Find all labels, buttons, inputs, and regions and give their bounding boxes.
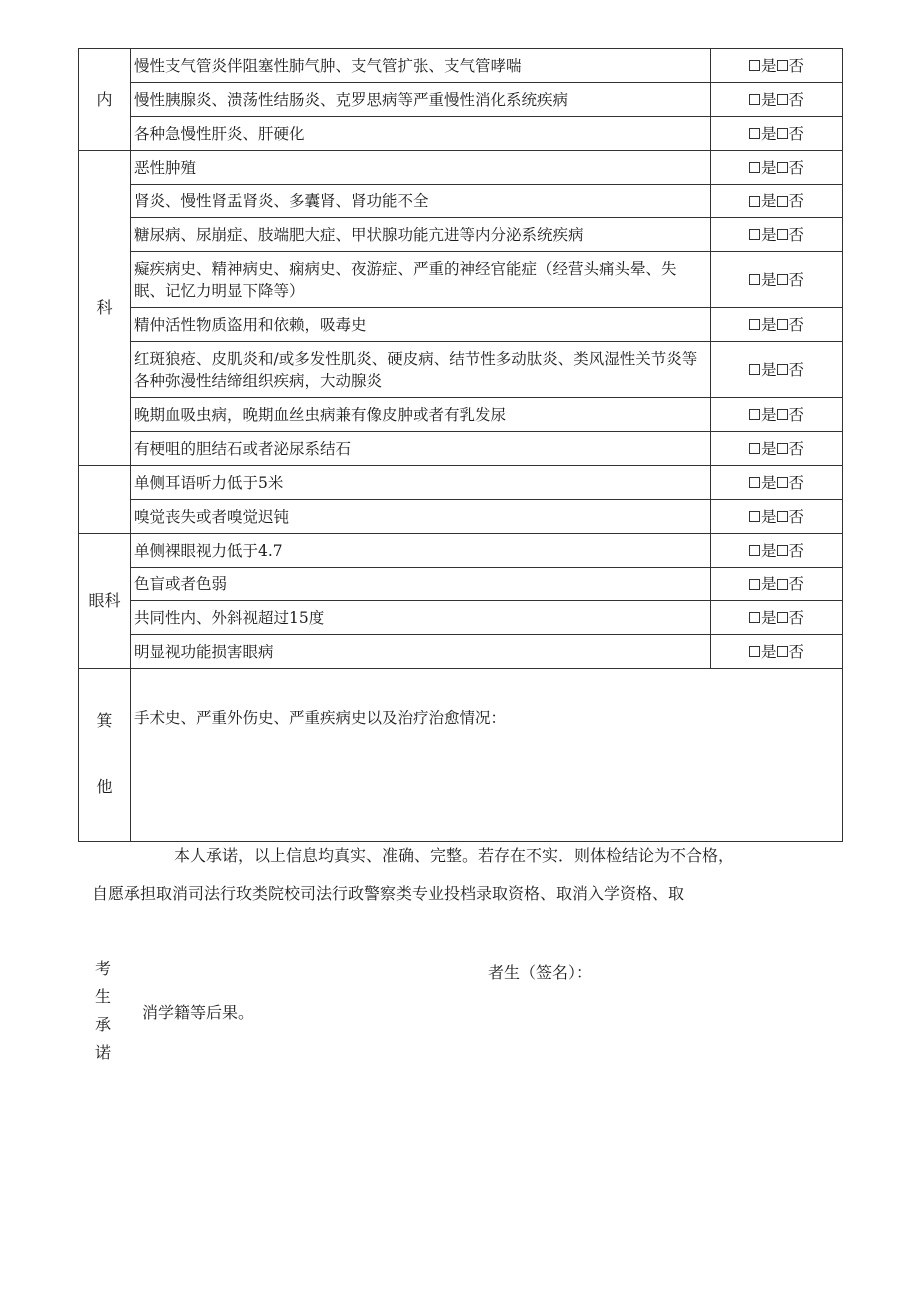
health-declaration-table bbox=[78, 48, 843, 842]
condition-label: 精仲活性物质盗用和依赖，吸毒史 bbox=[131, 308, 711, 342]
yes-no-option[interactable]: 是 否 bbox=[711, 534, 843, 568]
condition-label: 晚期血吸虫病，晚期血丝虫病兼有像皮肿或者有乳发尿 bbox=[131, 398, 711, 432]
no-checkbox[interactable] bbox=[777, 196, 788, 207]
no-checkbox[interactable] bbox=[777, 511, 788, 522]
yes-no-option[interactable]: 是 否 bbox=[711, 49, 843, 83]
yes-checkbox[interactable] bbox=[749, 128, 760, 139]
yes-checkbox[interactable] bbox=[749, 612, 760, 623]
table-row bbox=[79, 432, 843, 466]
table-row bbox=[79, 500, 843, 534]
table-row bbox=[79, 534, 843, 568]
no-checkbox[interactable] bbox=[777, 646, 788, 657]
yes-checkbox[interactable] bbox=[749, 196, 760, 207]
no-checkbox[interactable] bbox=[777, 162, 788, 173]
yes-no-option[interactable]: 是 否 bbox=[711, 500, 843, 534]
no-checkbox[interactable] bbox=[777, 443, 788, 454]
condition-label: 单侧耳语听力低于5米 bbox=[131, 466, 711, 500]
condition-label: 色盲或者色弱 bbox=[131, 568, 711, 601]
other-history-label: 手术史、严重外伤史、严重疾病史以及治疗治愈情况： bbox=[134, 709, 507, 727]
yes-checkbox[interactable] bbox=[749, 162, 760, 173]
table-row bbox=[79, 151, 843, 185]
yes-no-option[interactable]: 是 否 bbox=[711, 117, 843, 151]
table-row bbox=[79, 252, 843, 308]
internal-category-label-bottom: 科 bbox=[79, 151, 131, 466]
no-checkbox[interactable] bbox=[777, 319, 788, 330]
table-row bbox=[79, 83, 843, 117]
condition-label: 明显视功能损害眼病 bbox=[131, 635, 711, 669]
yes-checkbox[interactable] bbox=[749, 409, 760, 420]
yes-checkbox[interactable] bbox=[749, 545, 760, 556]
no-checkbox[interactable] bbox=[777, 409, 788, 420]
yes-checkbox[interactable] bbox=[749, 60, 760, 71]
no-checkbox[interactable] bbox=[777, 579, 788, 590]
yes-checkbox[interactable] bbox=[749, 646, 760, 657]
no-checkbox[interactable] bbox=[777, 545, 788, 556]
no-checkbox[interactable] bbox=[777, 477, 788, 488]
yes-checkbox[interactable] bbox=[749, 477, 760, 488]
table-row bbox=[79, 568, 843, 601]
no-checkbox[interactable] bbox=[777, 229, 788, 240]
yes-no-option[interactable]: 是 否 bbox=[711, 601, 843, 635]
no-checkbox[interactable] bbox=[777, 364, 788, 375]
yes-no-option[interactable]: 是 否 bbox=[711, 398, 843, 432]
condition-label: 慢性胰腺炎、溃荡性结肠炎、克罗思病等严重慢性消化系统疾病 bbox=[131, 83, 711, 117]
yes-checkbox[interactable] bbox=[749, 364, 760, 375]
yes-no-option[interactable]: 是 否 bbox=[711, 342, 843, 398]
pledge-label: 考 生 承 诺 bbox=[94, 959, 111, 1062]
yes-no-option[interactable]: 是 否 bbox=[711, 185, 843, 218]
no-checkbox[interactable] bbox=[777, 60, 788, 71]
yes-no-option[interactable]: 是 否 bbox=[711, 466, 843, 500]
yes-no-option[interactable]: 是 否 bbox=[711, 308, 843, 342]
table-row bbox=[79, 601, 843, 635]
yes-checkbox[interactable] bbox=[749, 579, 760, 590]
yes-checkbox[interactable] bbox=[749, 319, 760, 330]
table-row bbox=[79, 49, 843, 83]
table-row bbox=[79, 218, 843, 252]
condition-label: 恶性肿殖 bbox=[131, 151, 711, 185]
pledge-text-line1: 本人承诺，以上信息均真实、准确、完整。若存在不实．则体检结论为不合格， bbox=[174, 846, 735, 865]
table-row bbox=[79, 117, 843, 151]
yes-no-option[interactable]: 是 否 bbox=[711, 568, 843, 601]
table-row bbox=[79, 342, 843, 398]
yes-no-option[interactable]: 是 否 bbox=[711, 83, 843, 117]
no-checkbox[interactable] bbox=[777, 94, 788, 105]
other-category-label: 箕 他 bbox=[79, 669, 131, 842]
no-checkbox[interactable] bbox=[777, 274, 788, 285]
other-history-field[interactable] bbox=[131, 669, 843, 842]
yes-checkbox[interactable] bbox=[749, 443, 760, 454]
table-row bbox=[79, 466, 843, 500]
yes-no-option[interactable]: 是 否 bbox=[711, 218, 843, 252]
eye-category-label: 眼科 bbox=[79, 534, 131, 669]
table-row-other bbox=[79, 669, 843, 842]
condition-label: 嗅觉丧失或者嗅觉迟钝 bbox=[131, 500, 711, 534]
yes-no-option[interactable]: 是 否 bbox=[711, 432, 843, 466]
yes-no-option[interactable]: 是 否 bbox=[711, 635, 843, 669]
condition-label: 有梗咀的胆结石或者泌尿系结石 bbox=[131, 432, 711, 466]
yes-checkbox[interactable] bbox=[749, 229, 760, 240]
internal-category-label: 内 bbox=[79, 49, 131, 151]
yes-checkbox[interactable] bbox=[749, 274, 760, 285]
condition-label: 肾炎、慢性肾盂肾炎、多囊肾、肾功能不全 bbox=[131, 185, 711, 218]
signature-label[interactable]: 者生（签名）： bbox=[488, 963, 593, 982]
ent-category-label bbox=[79, 466, 131, 534]
condition-label: 慢性支气管炎伴阻塞性肺气肿、支气管扩张、支气管哮喘 bbox=[131, 49, 711, 83]
pledge-text-line2: 自愿承担取消司法行玫类院校司法行政警察类专业投档录取资格、取消入学资格、取 bbox=[92, 884, 685, 903]
no-checkbox[interactable] bbox=[777, 612, 788, 623]
yes-no-option[interactable]: 是 否 bbox=[711, 252, 843, 308]
condition-label: 共同性内、外斜视超过15度 bbox=[131, 601, 711, 635]
yes-no-option[interactable]: 是 否 bbox=[711, 151, 843, 185]
condition-label: 各种急慢性肝炎、肝硬化 bbox=[131, 117, 711, 151]
table-row bbox=[79, 185, 843, 218]
table-row bbox=[79, 635, 843, 669]
condition-label: 单侧裸眼视力低于4.7 bbox=[131, 534, 711, 568]
pledge-text-line3: 消学籍等后果。 bbox=[142, 1003, 255, 1022]
yes-checkbox[interactable] bbox=[749, 94, 760, 105]
no-checkbox[interactable] bbox=[777, 128, 788, 139]
condition-label: 糖尿病、尿崩症、肢端肥大症、甲状腺功能亢进等内分泌系统疾病 bbox=[131, 218, 711, 252]
table-row bbox=[79, 308, 843, 342]
table-row bbox=[79, 398, 843, 432]
condition-label: 红斑狼疮、皮肌炎和/或多发性肌炎、硬皮病、结节性多动肽炎、类风湿性关节炎等各种弥漫性结缔组织疾病，大动腺炎 bbox=[131, 342, 711, 398]
yes-checkbox[interactable] bbox=[749, 511, 760, 522]
condition-label: 癡疾病史、精神病史、痫病史、夜游症、严重的神经官能症（经营头痛头晕、失眠、记忆力明显下降等） bbox=[131, 252, 711, 308]
